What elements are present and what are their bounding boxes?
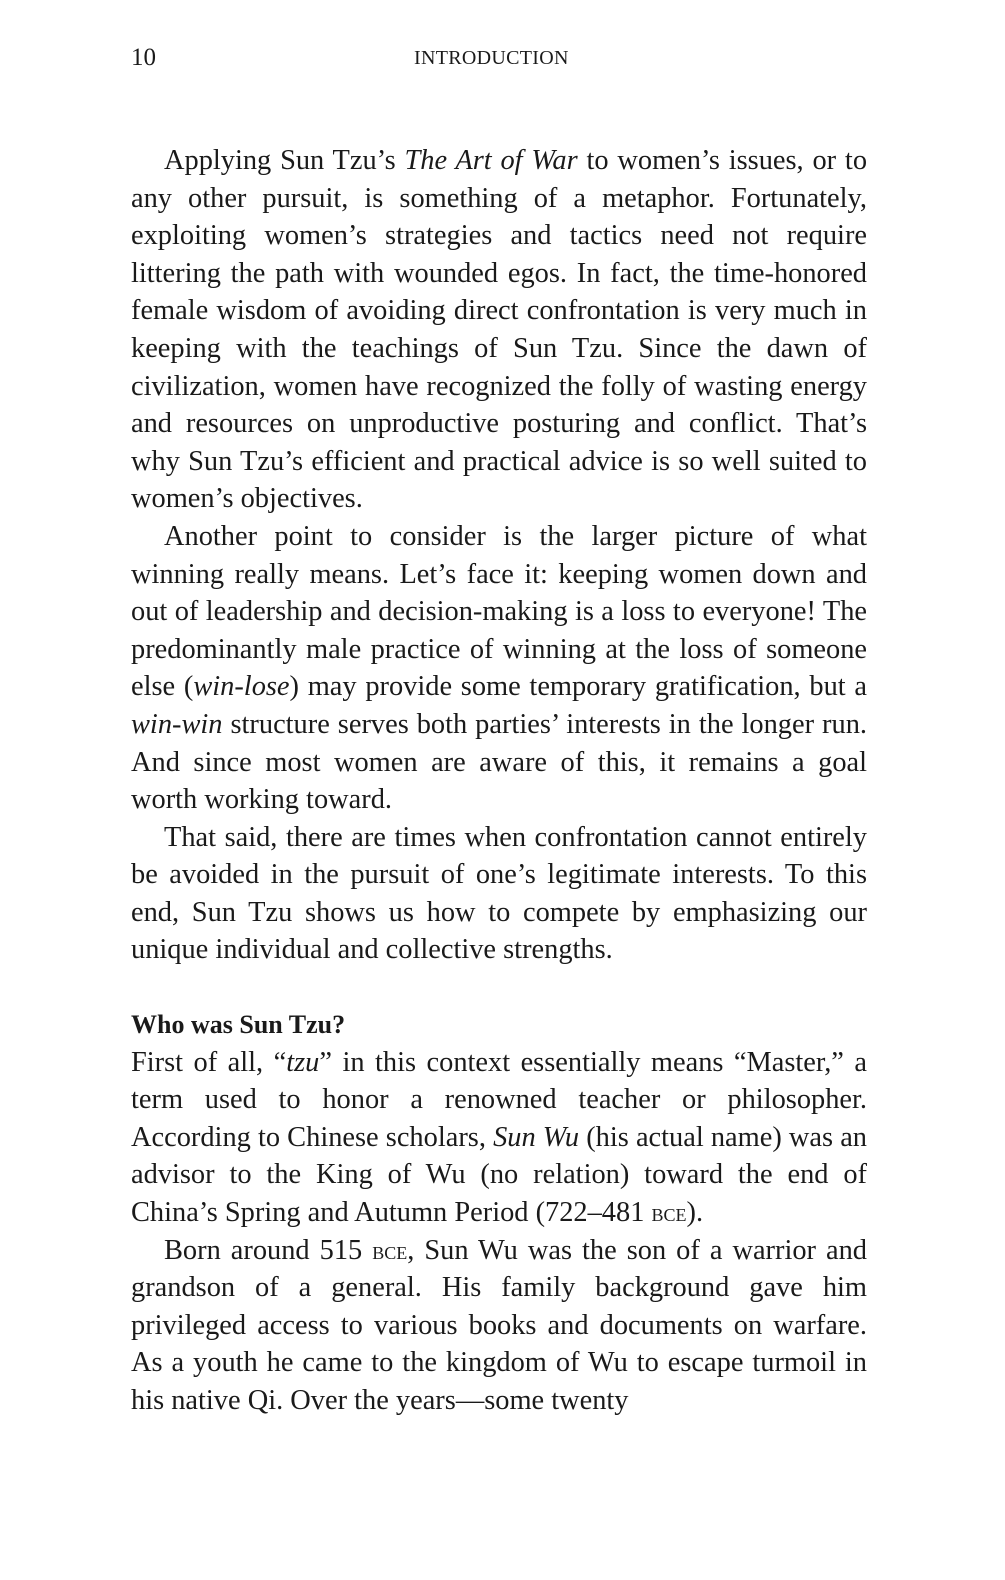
paragraph-3: That said, there are times when confrontation cannot entirely be avoided in the pursuit of one’s legitimate interests. To this end, Sun Tzu shows us how to compete by emphasizing our unique individual and collective strengths. — [131, 821, 867, 966]
era-abbrev: bce — [651, 1198, 687, 1228]
book-title: The Art of War — [404, 145, 578, 176]
era-abbrev: bce — [372, 1235, 408, 1265]
paragraph-5: Born around 515 bce, Sun Wu was the son of a warrior and grandson of a general. His family background gave him privileged access to various books and documents on warfare. As a youth he came to the kingdom of Wu to escape turmoil in his native Qi. Over the years—some twenty — [131, 1234, 867, 1416]
term-win-win: win-win — [131, 708, 223, 740]
section-heading: Who was Sun Tzu? — [131, 1010, 346, 1040]
running-head — [131, 44, 867, 76]
paragraph-1: Applying Sun Tzu’s The Art of War to women’s issues, or to any other pursuit, is something of a metaphor. Fortunately, exploiting women’s strategies and tactics need not require littering the path with wounded egos. In fact, the time-honored female wisdom of avoiding direct confrontation is very much in keeping with the teachings of Sun Tzu. Since the dawn of civilization, women have recognized the folly of wasting energy and resources on unproductive posturing and conflict. That’s why Sun Tzu’s efficient and practical advice is so well suited to women’s objectives. — [131, 145, 868, 515]
term-tzu: tzu — [286, 1046, 320, 1078]
page-number: 10 — [131, 44, 156, 71]
paragraph-4: First of all, “tzu” in this context essentially means “Master,” a term used to honor a renowned teacher or philosopher. According to Chinese scholars, Sun Wu (his actual name) was an advisor to the King of Wu (no relation) toward the end of China’s Spring and Autumn Period (722–481 bce). — [131, 1046, 868, 1229]
running-title: INTRODUCTION — [414, 47, 569, 69]
paragraph-2: Another point to consider is the larger picture of what winning really means. Let’s face it: keeping women down and out of leadership and decision-making is a loss to everyone! The predominantly male practice of winning at the loss of someone else (win-lose) may provide some temporary gratification, but a win-win structure serves both parties’ interests in the longer run. And since most women are aware of this, it remains a goal worth working toward. — [131, 520, 867, 816]
term-win-lose: win-lose — [193, 671, 290, 703]
body-text — [131, 142, 867, 1420]
name-sun-wu: Sun Wu — [493, 1121, 580, 1153]
